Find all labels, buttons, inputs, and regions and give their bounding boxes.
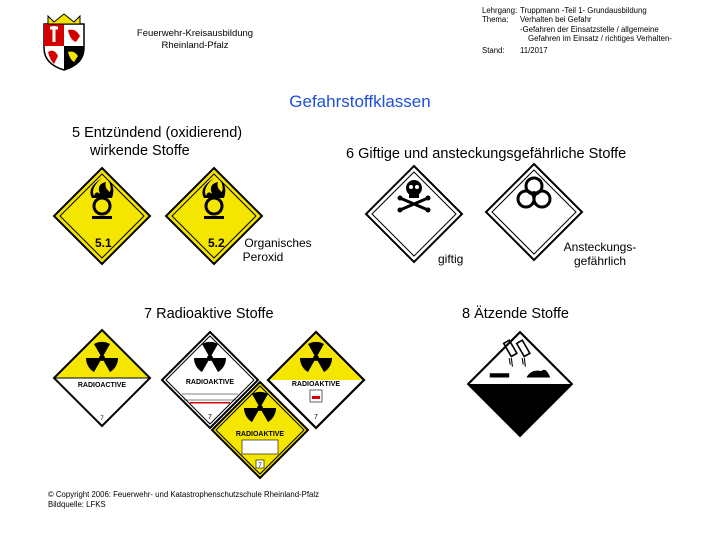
section-7-heading: 7 Radioaktive Stoffe — [144, 306, 274, 322]
label-toxic: giftig — [438, 252, 464, 266]
topic-line-3: Gefahren im Einsatz / richtiges Verhalten- — [528, 34, 672, 44]
sign-7-radioactive-4 — [210, 380, 310, 480]
topic-line-1: Verhalten bei Gefahr — [520, 15, 592, 25]
class-7-number: 7 — [208, 414, 212, 421]
topic-line-2: -Gefahren der Einsatzstelle / allgemeine — [520, 24, 659, 34]
label-5-2-text-line-2: Peroxid — [242, 250, 284, 264]
class-7-number: 7 — [100, 416, 104, 422]
image-source: Bildquelle: LFKS — [48, 500, 106, 509]
label-5-1: 5.1 — [95, 236, 112, 250]
course-key: Lehrgang: — [482, 6, 518, 15]
course-value: Truppmann -Teil 1- Grundausbildung — [520, 6, 647, 15]
copyright: © Copyright 2006: Feuerwehr- und Katastrophenschutzschule Rheinland-Pfalz — [48, 490, 319, 499]
radioactive-text-1: RADIOACTIVE — [77, 382, 127, 389]
label-infectious — [560, 240, 640, 268]
class-7-number: 7 — [314, 414, 318, 421]
radioactive-text-2: RADIOAKTIVE — [185, 379, 235, 386]
sign-7-radioactive-1 — [52, 328, 152, 428]
date-value: 11/2017 — [520, 45, 548, 55]
section-8-heading: 8 Ätzende Stoffe — [462, 306, 569, 322]
course-info — [482, 6, 714, 55]
footer — [48, 490, 319, 510]
date-key: Stand: — [482, 45, 505, 55]
section-5-heading — [72, 124, 242, 160]
label-infectious-line-2: gefährlich — [573, 254, 627, 268]
topic-key: Thema: — [482, 15, 509, 25]
class-7-number: 7 — [258, 463, 262, 469]
org-line-2: Rheinland-Pfalz — [161, 40, 229, 51]
organization-name — [110, 28, 280, 52]
label-5-2-text — [228, 236, 328, 264]
radioactive-text-3: RADIOAKTIVE — [291, 381, 341, 388]
sign-8-corrosive — [466, 330, 574, 438]
sign-5-1 — [52, 166, 152, 266]
page-title: Gefahrstoffklassen — [289, 92, 431, 111]
org-line-1: Feuerwehr-Kreisausbildung — [136, 28, 254, 39]
label-5-2-text-line-1: Organisches — [244, 236, 312, 250]
label-infectious-line-1: Ansteckungs- — [563, 240, 637, 254]
radioactive-text-4: RADIOAKTIVE — [235, 431, 285, 438]
label-5-2: 5.2 — [208, 236, 225, 250]
sign-6-1-toxic — [364, 164, 464, 264]
section-5-heading-line-2: wirkende Stoffe — [90, 143, 190, 159]
coat-of-arms-icon — [40, 12, 88, 72]
section-5-heading-line-1: 5 Entzündend (oxidierend) — [72, 125, 243, 141]
section-6-heading: 6 Giftige und ansteckungsgefährliche Stoffe — [346, 146, 627, 162]
